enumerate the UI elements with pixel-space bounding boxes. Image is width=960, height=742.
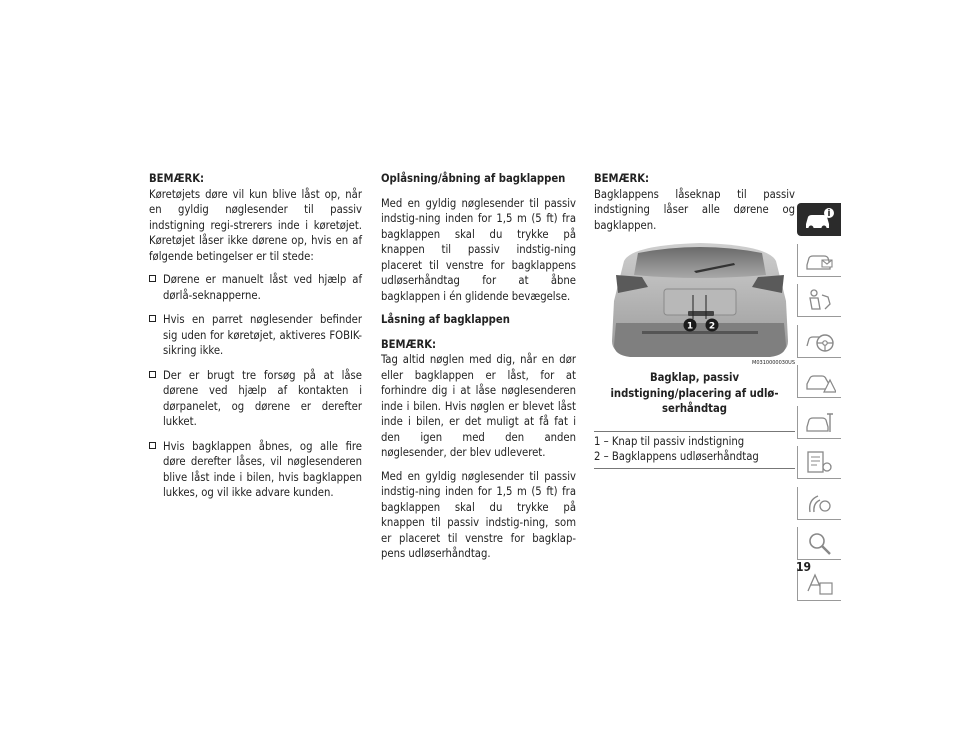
column-left xyxy=(149,171,362,510)
checkbox-bullet-icon xyxy=(149,442,156,449)
tab-driving[interactable] xyxy=(797,325,841,358)
specifications-icon xyxy=(804,449,836,475)
safety-seat-icon xyxy=(804,287,836,313)
note-text: Tag altid nøglen med dig, når en dør eller bagklappen er låst, for at forhindre dig i at låse nøglesenderen inde i bilen. Hvis nøglen er blevet låst inde i bilen, er det muligt at få fat i den igen med den anden nøglesender, der blev udleveret. xyxy=(381,353,576,459)
list-item: Hvis bagklappen åbnes, og alle fire døre derefter låses, vil nøglesenderen blive låst inde i bilen, hvis bagklappen lukkes, og vil ikke advare kunden. xyxy=(149,439,362,501)
figure-legend xyxy=(594,431,795,469)
figure-code: M0310000030US xyxy=(752,360,795,366)
tab-service[interactable] xyxy=(797,406,841,439)
service-car-icon xyxy=(804,409,836,435)
tab-multimedia[interactable] xyxy=(797,487,841,520)
checkbox-bullet-icon xyxy=(149,275,156,282)
lock-paragraph: Med en gyldig nøglesender til passiv indstig-ning inden for 1,5 m (5 ft) fra bagklappen skal du trykke på knappen til passiv indstig-ning, som er placeret til venstre for bagklap-pens udløserhåndtag. xyxy=(381,469,576,560)
tab-emergency[interactable] xyxy=(797,365,841,398)
multimedia-icon xyxy=(804,490,836,516)
car-info-icon xyxy=(803,206,835,232)
list-item: Der er brugt tre forsøg på at låse dørene ved hjælp af kontakten i dørpanelet, og dørene er derefter lukket. xyxy=(149,368,362,430)
callout-1: 1 xyxy=(686,321,694,332)
note-label: BEMÆRK: xyxy=(381,337,437,351)
search-index-icon xyxy=(804,530,836,556)
figure-caption: Bagklap, passiv indstigning/placering af udlø-serhåndtag xyxy=(610,371,779,415)
column-right xyxy=(594,171,795,469)
tab-car-info[interactable] xyxy=(797,203,841,236)
condition-list xyxy=(149,272,362,501)
unlock-paragraph: Med en gyldig nøglesender til passiv indstig-ning inden for 1,5 m (5 ft) fra bagklappen skal du trykke på knappen til passiv indstig-ning placeret til venstre for bagklappens udløserhåndtag for at åbne bagklappen i én glidende bevægelse. xyxy=(381,196,576,303)
callout-2: 2 xyxy=(708,321,716,332)
section-heading-lock: Låsning af bagklappen xyxy=(381,313,510,326)
chapter-tabs xyxy=(797,203,841,608)
tab-index[interactable] xyxy=(797,527,841,560)
legend-item: 2 – Bagklappens udløserhåndtag xyxy=(594,450,759,463)
tab-specifications[interactable] xyxy=(797,446,841,479)
note-text: Køretøjets døre vil kun blive låst op, når en gyldig nøglesender til passiv indstigning regi-strerers inde i køretøjet. Køretøjet låser ikke dørene op, hvis en af følgende betingelser er til stede: xyxy=(149,187,362,263)
section-heading-unlock: Oplåsning/åbning af bagklappen xyxy=(381,172,566,185)
list-item: Hvis en parret nøglesender befinder sig uden for køretøjet, aktiveres FOBIK-sikring ikke. xyxy=(149,312,362,359)
page-number: 19 xyxy=(796,560,812,574)
note-label: BEMÆRK: xyxy=(149,172,205,185)
note-text: Bagklappens låseknap til passiv indstigning låser alle dørene og bagklappen. xyxy=(594,187,795,232)
vehicle-rear-image xyxy=(602,241,797,366)
dashboard-warning-icon xyxy=(804,247,836,273)
list-item: Dørene er manuelt låst ved hjælp af dørlå-seknapperne. xyxy=(149,272,362,303)
tab-safety[interactable] xyxy=(797,284,841,317)
note-label: BEMÆRK: xyxy=(594,172,650,185)
column-middle xyxy=(381,171,576,570)
tab-dashboard[interactable] xyxy=(797,244,841,277)
checkbox-bullet-icon xyxy=(149,371,156,378)
steering-wheel-icon xyxy=(804,328,836,354)
tailgate-illustration xyxy=(602,241,797,366)
legend-item: 1 – Knap til passiv indstigning xyxy=(594,434,745,448)
emergency-car-icon xyxy=(804,368,836,394)
checkbox-bullet-icon xyxy=(149,315,156,322)
